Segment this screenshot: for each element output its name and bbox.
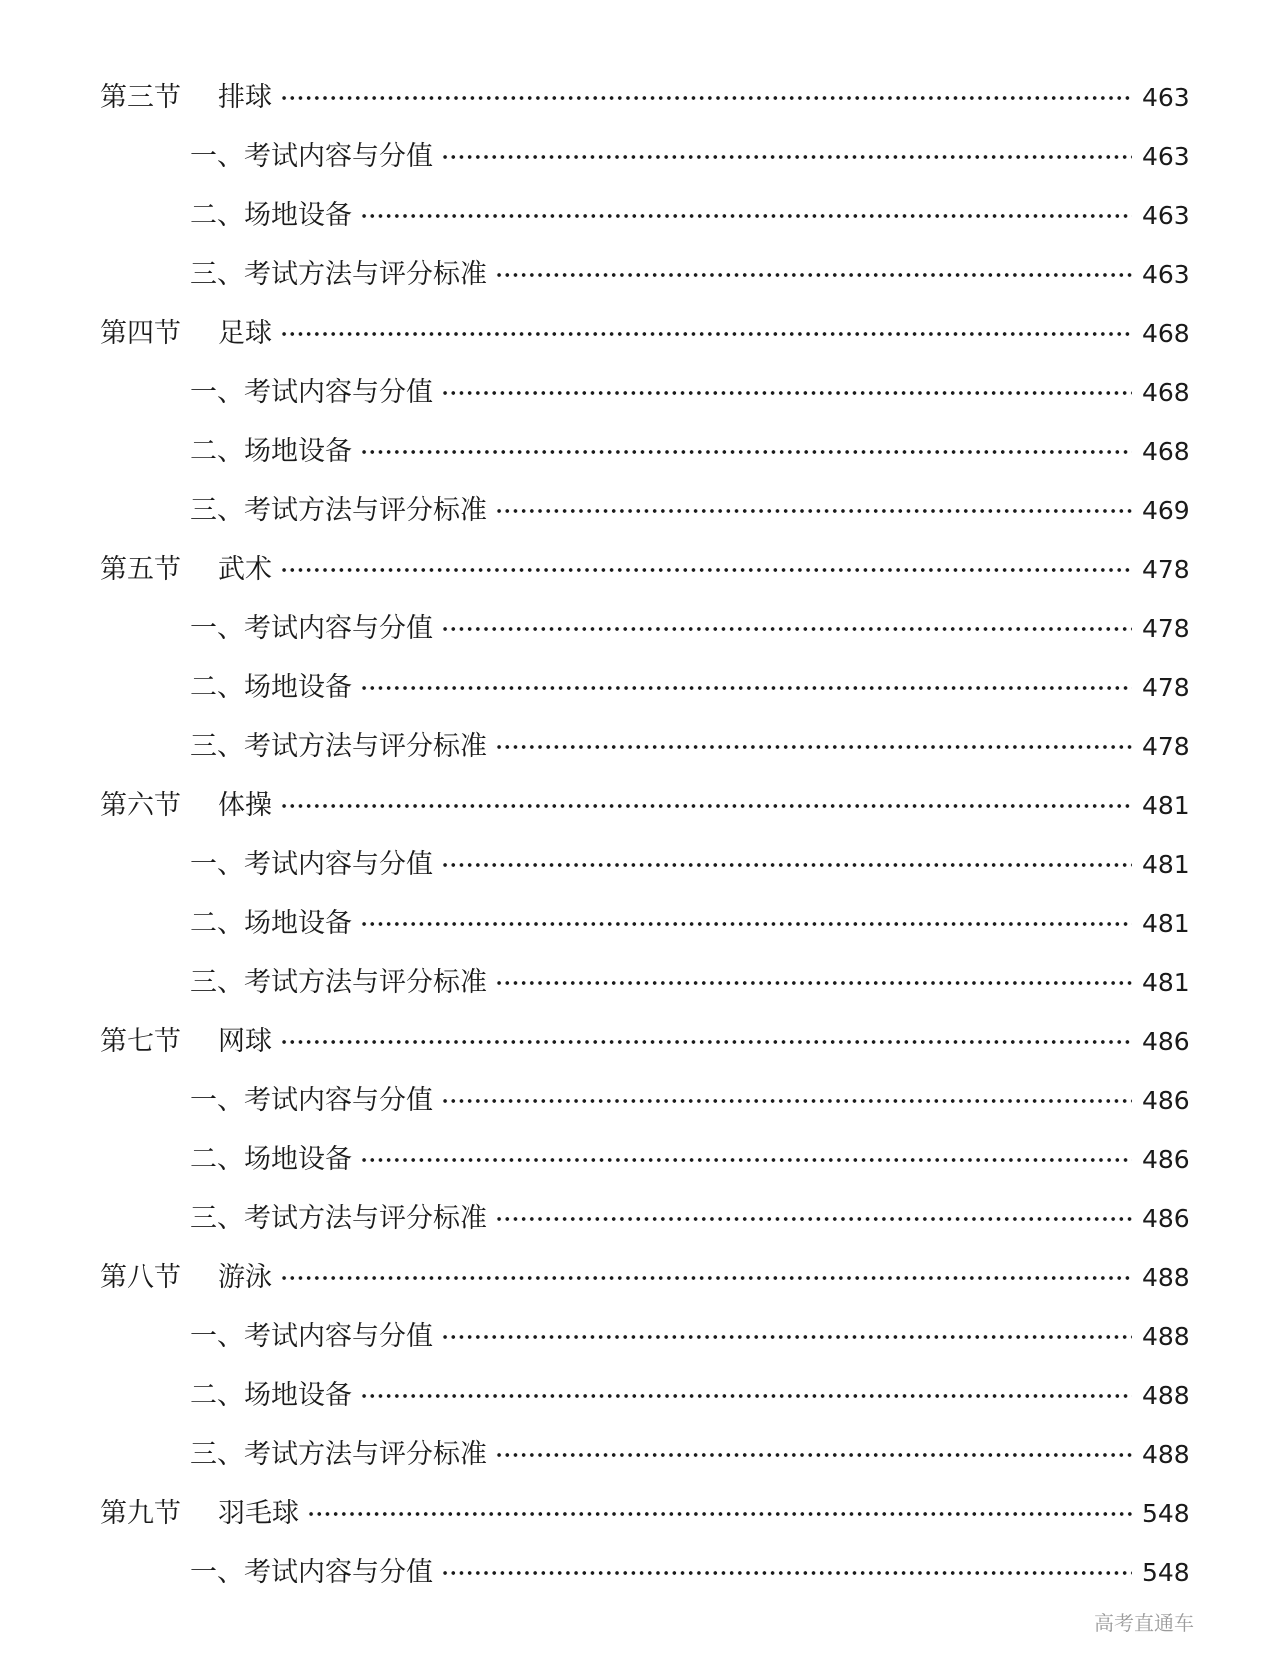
toc-subsection-title: 三、考试方法与评分标准 (190, 967, 487, 998)
toc-subsection-title: 一、考试内容与分值 (190, 377, 433, 408)
toc-subsection-row (100, 1130, 1188, 1189)
dot-leader (280, 540, 1132, 599)
dot-leader (441, 1071, 1132, 1130)
toc-page-number: 486 (1142, 1027, 1190, 1056)
toc-section-number: 第四节 (100, 318, 181, 349)
toc-section-title: 羽毛球 (218, 1498, 299, 1529)
toc-subsection-row (100, 1366, 1188, 1425)
toc-section-row (100, 1012, 1188, 1071)
toc-section-row (100, 776, 1188, 835)
toc-page-number: 548 (1142, 1558, 1190, 1587)
table-of-contents (100, 68, 1188, 1602)
toc-section-title: 网球 (218, 1026, 272, 1057)
toc-section-number: 第六节 (100, 790, 181, 821)
dot-leader (280, 304, 1132, 363)
dot-leader (360, 894, 1132, 953)
toc-section-number: 第三节 (100, 82, 181, 113)
toc-subsection-row (100, 835, 1188, 894)
toc-section-title: 排球 (218, 82, 272, 113)
toc-subsection-title: 二、场地设备 (190, 1380, 352, 1411)
toc-subsection-title: 二、场地设备 (190, 436, 352, 467)
toc-subsection-row (100, 245, 1188, 304)
toc-page-number: 463 (1142, 142, 1190, 171)
toc-section-title: 足球 (218, 318, 272, 349)
dot-leader (280, 68, 1132, 127)
toc-subsection-row (100, 481, 1188, 540)
dot-leader (441, 599, 1132, 658)
toc-subsection-row (100, 422, 1188, 481)
toc-section-row (100, 304, 1188, 363)
toc-subsection-title: 二、场地设备 (190, 200, 352, 231)
toc-subsection-row (100, 127, 1188, 186)
toc-subsection-row (100, 1189, 1188, 1248)
dot-leader (360, 422, 1132, 481)
toc-subsection-row (100, 1071, 1188, 1130)
toc-section-row (100, 1484, 1188, 1543)
toc-section-number: 第五节 (100, 554, 181, 585)
toc-page-number: 488 (1142, 1263, 1190, 1292)
toc-page-number: 481 (1142, 909, 1190, 938)
dot-leader (360, 186, 1132, 245)
dot-leader (360, 1130, 1132, 1189)
toc-section-row (100, 68, 1188, 127)
toc-page-number: 478 (1142, 555, 1190, 584)
toc-subsection-row (100, 658, 1188, 717)
toc-page-number: 486 (1142, 1204, 1190, 1233)
toc-section-number: 第八节 (100, 1262, 181, 1293)
toc-subsection-title: 三、考试方法与评分标准 (190, 1439, 487, 1470)
toc-section-title: 体操 (218, 790, 272, 821)
toc-subsection-row (100, 363, 1188, 422)
toc-subsection-title: 一、考试内容与分值 (190, 1557, 433, 1588)
toc-page-number: 486 (1142, 1145, 1190, 1174)
toc-page-number: 481 (1142, 791, 1190, 820)
toc-page-number: 468 (1142, 319, 1190, 348)
toc-page-number: 468 (1142, 437, 1190, 466)
dot-leader (495, 481, 1132, 540)
toc-page-number: 463 (1142, 260, 1190, 289)
toc-section-title: 武术 (218, 554, 272, 585)
dot-leader (495, 717, 1132, 776)
toc-subsection-title: 三、考试方法与评分标准 (190, 495, 487, 526)
toc-subsection-row (100, 1543, 1188, 1602)
toc-subsection-row (100, 186, 1188, 245)
toc-page-number: 469 (1142, 496, 1190, 525)
toc-subsection-title: 一、考试内容与分值 (190, 1321, 433, 1352)
dot-leader (441, 835, 1132, 894)
toc-section-row (100, 540, 1188, 599)
toc-section-number: 第七节 (100, 1026, 181, 1057)
toc-subsection-row (100, 1307, 1188, 1366)
toc-page-number: 481 (1142, 968, 1190, 997)
watermark-text: 高考直通车 (1094, 1611, 1194, 1635)
toc-subsection-row (100, 1425, 1188, 1484)
toc-page-number: 478 (1142, 732, 1190, 761)
toc-page-number: 488 (1142, 1322, 1190, 1351)
dot-leader (441, 1307, 1132, 1366)
dot-leader (280, 1012, 1132, 1071)
dot-leader (441, 363, 1132, 422)
toc-page-number: 463 (1142, 201, 1190, 230)
toc-page-number: 488 (1142, 1381, 1190, 1410)
toc-subsection-title: 二、场地设备 (190, 908, 352, 939)
toc-subsection-row (100, 599, 1188, 658)
toc-subsection-title: 二、场地设备 (190, 672, 352, 703)
dot-leader (360, 658, 1132, 717)
toc-page-number: 463 (1142, 83, 1190, 112)
toc-page-number: 486 (1142, 1086, 1190, 1115)
dot-leader (360, 1366, 1132, 1425)
toc-subsection-title: 二、场地设备 (190, 1144, 352, 1175)
toc-subsection-title: 三、考试方法与评分标准 (190, 259, 487, 290)
toc-section-row (100, 1248, 1188, 1307)
toc-subsection-title: 一、考试内容与分值 (190, 1085, 433, 1116)
dot-leader (495, 1425, 1132, 1484)
toc-subsection-row (100, 717, 1188, 776)
dot-leader (280, 1248, 1132, 1307)
dot-leader (307, 1484, 1132, 1543)
toc-subsection-title: 一、考试内容与分值 (190, 141, 433, 172)
dot-leader (495, 953, 1132, 1012)
toc-section-title: 游泳 (218, 1262, 272, 1293)
toc-page-number: 478 (1142, 614, 1190, 643)
toc-page-number: 478 (1142, 673, 1190, 702)
dot-leader (280, 776, 1132, 835)
toc-subsection-row (100, 894, 1188, 953)
toc-subsection-title: 一、考试内容与分值 (190, 613, 433, 644)
dot-leader (495, 1189, 1132, 1248)
toc-subsection-title: 三、考试方法与评分标准 (190, 1203, 487, 1234)
toc-subsection-title: 三、考试方法与评分标准 (190, 731, 487, 762)
toc-subsection-row (100, 953, 1188, 1012)
dot-leader (441, 1543, 1132, 1602)
toc-section-number: 第九节 (100, 1498, 181, 1529)
toc-page-number: 468 (1142, 378, 1190, 407)
toc-page-number: 481 (1142, 850, 1190, 879)
toc-page-number: 488 (1142, 1440, 1190, 1469)
toc-subsection-title: 一、考试内容与分值 (190, 849, 433, 880)
dot-leader (441, 127, 1132, 186)
dot-leader (495, 245, 1132, 304)
toc-page-number: 548 (1142, 1499, 1190, 1528)
